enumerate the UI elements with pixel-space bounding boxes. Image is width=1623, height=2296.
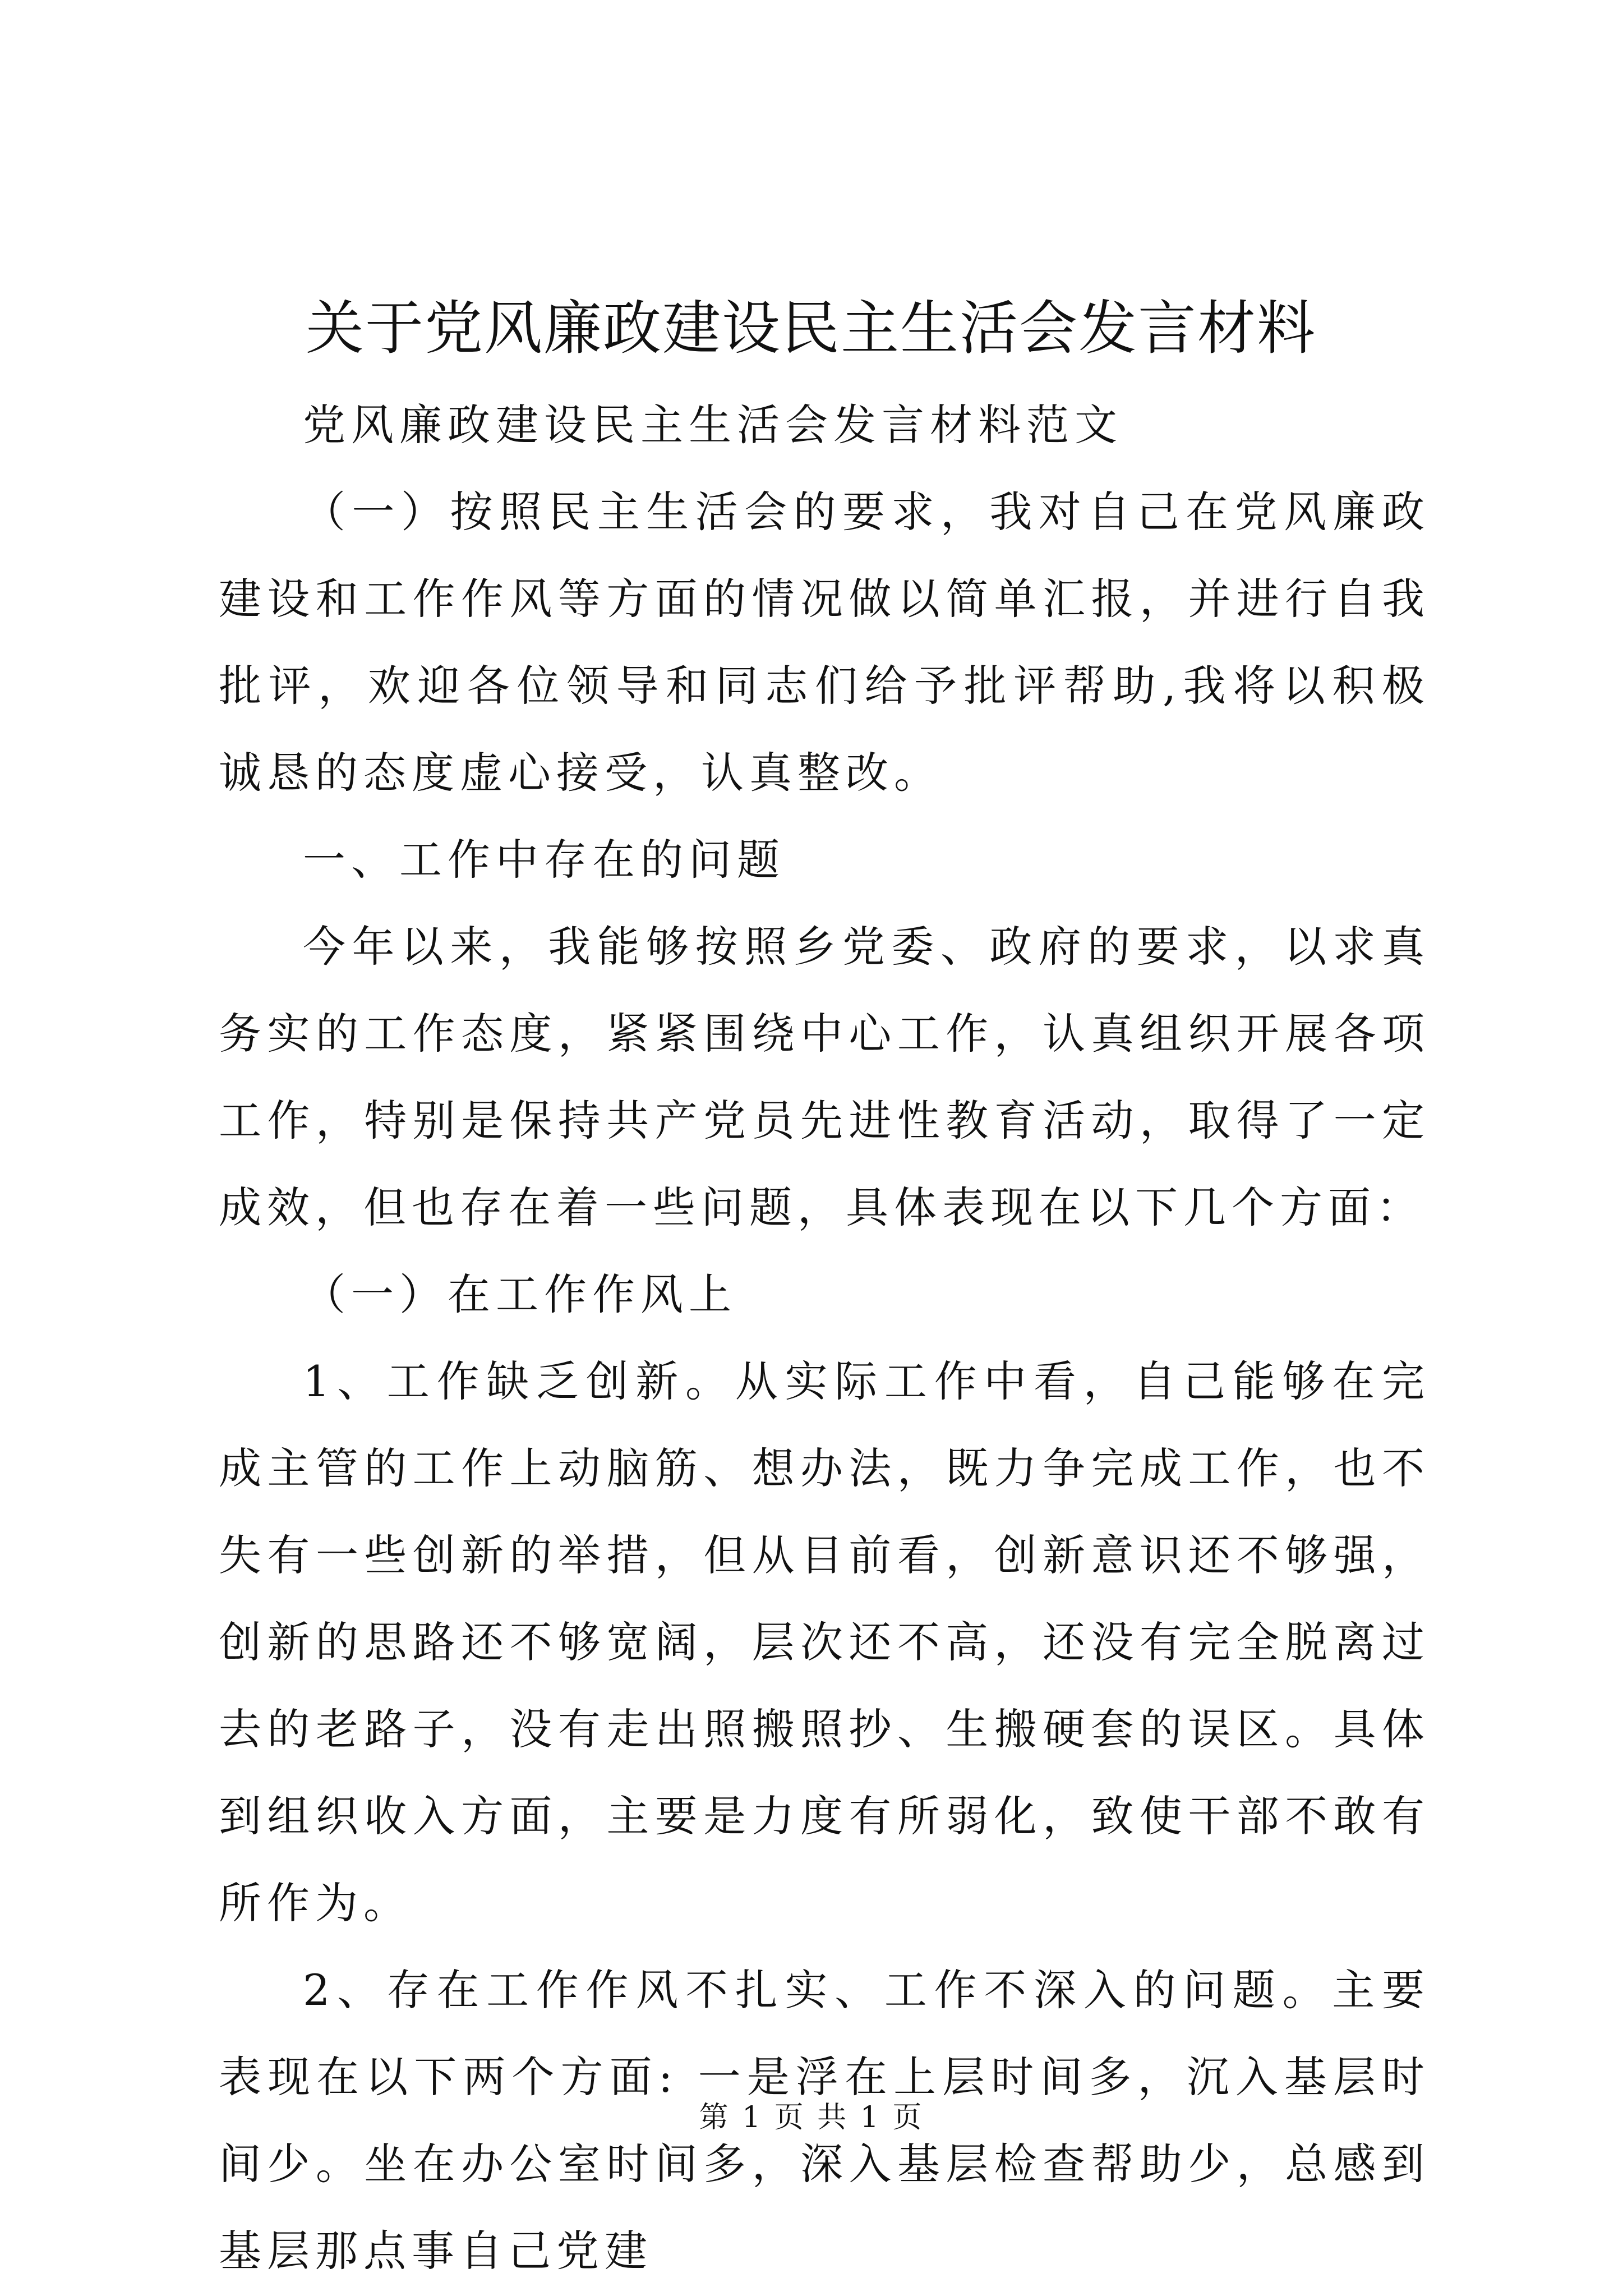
section-heading: 一、工作中存在的问题: [303, 835, 785, 885]
paragraph: 2、存在工作作风不扎实、工作不深入的问题。主要表现在以下两个方面: 一是浮在上层时间多，沉入基层时间少。坐在办公室时间多，深入基层检查帮助少，总感到基层那点事自己党建: [219, 1965, 1430, 2276]
paragraph-subtitle: 党风廉政建设民主生活会发言材料范文: [303, 400, 1123, 450]
document-body: [219, 381, 1430, 2294]
paragraph: 今年以来，我能够按照乡党委、政府的要求，以求真务实的工作态度，紧紧围绕中心工作，认真组织开展各项工作，特别是保持共产党员先进性教育活动，取得了一定成效，但也存在着一些问题，具体表现在以下几个方面：: [219, 922, 1430, 1232]
document-title: 关于党风廉政建设民主生活会发言材料: [306, 294, 1317, 362]
subsection-heading: （一）在工作作风上: [303, 1269, 737, 1319]
page-footer: 第 1 页 共 1 页: [699, 2101, 924, 2134]
paragraph: 1、工作缺乏创新。从实际工作中看，自己能够在完成主管的工作上动脑筋、想办法，既力争完成工作，也不失有一些创新的举措，但从目前看，创新意识还不够强，创新的思路还不够宽阔，层次还不高，还没有完全脱离过去的老路子，没有走出照搬照抄、生搬硬套的误区。具体到组织收入方面，主要是力度有所弱化，致使干部不敢有所作为。: [219, 1356, 1430, 1928]
paragraph-intro: （一）按照民主生活会的要求，我对自己在党风廉政建设和工作作风等方面的情况做以简单汇报，并进行自我批评，欢迎各位领导和同志们给予批评帮助,我将以积极诚恳的态度虚心接受，认真整改。: [219, 487, 1430, 798]
